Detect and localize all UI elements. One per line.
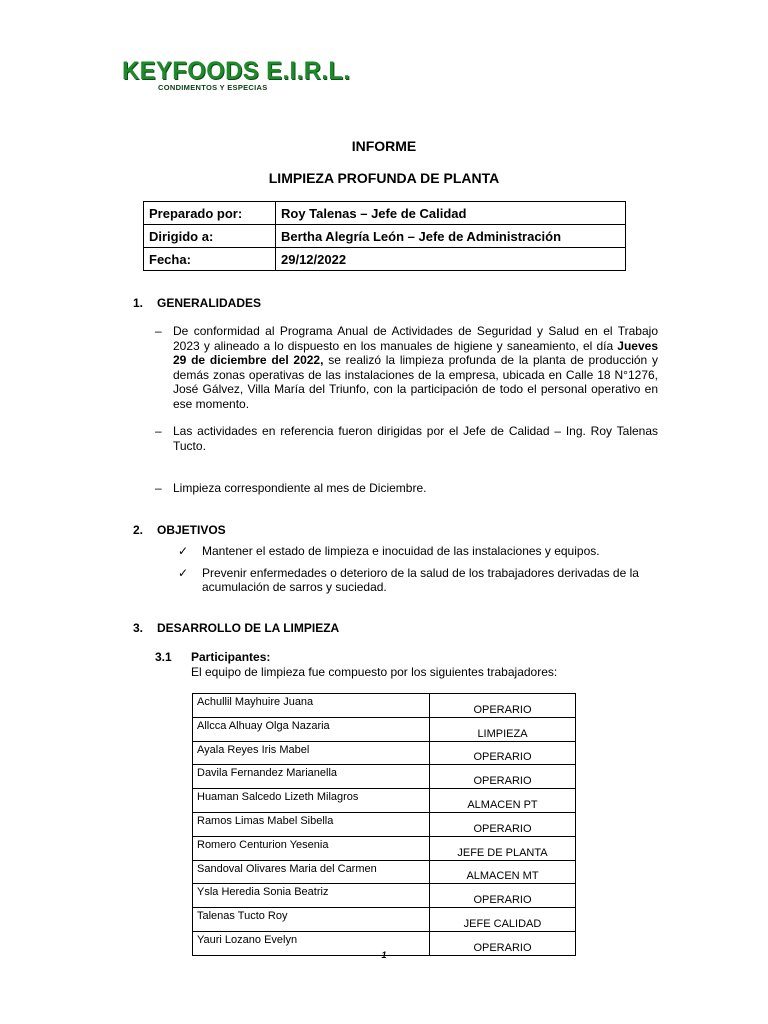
- table-row: [193, 812, 576, 836]
- table-row: [193, 741, 576, 765]
- info-row-prepared: [144, 202, 626, 225]
- participant-name: Allcca Alhuay Olga Nazaria: [193, 717, 430, 741]
- section-title: OBJETIVOS: [157, 523, 226, 537]
- document-subtitle: LIMPIEZA PROFUNDA DE PLANTA: [268, 170, 500, 186]
- info-value: Bertha Alegría León – Jefe de Administración: [276, 225, 626, 248]
- table-row: [193, 884, 576, 908]
- objective-item: [178, 544, 658, 558]
- participant-name: Romero Centurion Yesenia: [193, 836, 430, 860]
- table-row: [193, 694, 576, 718]
- participant-name: Davila Fernandez Marianella: [193, 765, 430, 789]
- paragraph-activities: [155, 424, 658, 453]
- subsection-number: 3.1: [155, 650, 172, 664]
- info-value: 29/12/2022: [276, 248, 626, 271]
- section-heading-generalidades: [133, 296, 261, 310]
- participant-role: OPERARIO: [430, 765, 576, 789]
- participant-role: OPERARIO: [430, 741, 576, 765]
- info-row-addressed: [144, 225, 626, 248]
- participant-role: JEFE CALIDAD: [430, 908, 576, 932]
- text-run-bold: Jueves 29 de diciembre del 2022,: [173, 338, 658, 367]
- table-row: [193, 765, 576, 789]
- objective-text: Prevenir enfermedades o deterioro de la salud de los trabajadores derivadas de la acumulación de sarros y suciedad.: [202, 566, 639, 594]
- paragraph-month: [155, 481, 658, 496]
- subsection-description: El equipo de limpieza fue compuesto por los siguientes trabajadores:: [191, 665, 558, 679]
- dash-bullet: –: [155, 324, 162, 338]
- logo-tagline: CONDIMENTOS Y ESPECIAS: [158, 83, 268, 92]
- table-row: [193, 908, 576, 932]
- section-number: 1.: [133, 296, 144, 310]
- participant-role: ALMACEN PT: [430, 789, 576, 813]
- dash-bullet: –: [155, 424, 162, 438]
- info-table: [143, 201, 626, 271]
- participant-name: Huaman Salcedo Lizeth Milagros: [193, 789, 430, 813]
- company-logo: [122, 58, 362, 92]
- paragraph-text: Limpieza correspondiente al mes de Diciembre.: [173, 481, 427, 495]
- document-title: INFORME: [351, 138, 417, 154]
- subsection-title: Participantes:: [191, 650, 271, 664]
- paragraph-text: Las actividades en referencia fueron dirigidas por el Jefe de Calidad – Ing. Roy Talenas Tucto.: [173, 424, 658, 453]
- section-heading-objetivos: [133, 523, 226, 537]
- info-value: Roy Talenas – Jefe de Calidad: [276, 202, 626, 225]
- participant-role: OPERARIO: [430, 694, 576, 718]
- participant-role: ALMACEN MT: [430, 860, 576, 884]
- section-title: GENERALIDADES: [157, 296, 262, 310]
- table-row: [193, 717, 576, 741]
- objective-item: [178, 566, 658, 594]
- table-row: [193, 860, 576, 884]
- logo-name: KEYFOODS E.I.R.L.: [122, 57, 351, 85]
- info-label: Preparado por:: [144, 202, 276, 225]
- section-number: 2.: [133, 523, 144, 537]
- participant-role: OPERARIO: [430, 931, 576, 955]
- participant-role: OPERARIO: [430, 812, 576, 836]
- participant-name: Yauri Lozano Evelyn: [193, 931, 430, 955]
- participant-name: Sandoval Olivares Maria del Carmen: [193, 860, 430, 884]
- participant-role: JEFE DE PLANTA: [430, 836, 576, 860]
- participant-name: Ysla Heredia Sonia Beatriz: [193, 884, 430, 908]
- info-row-date: [144, 248, 626, 271]
- text-run: se realizó la limpieza profunda de la planta de producción y demás zonas operativas de las instalaciones de la empresa, ubicada en Calle 18 N°1276, José Gálvez, Villa María del Triunfo, con la participación de todo el personal operativo en ese momento.: [173, 353, 658, 411]
- check-icon: ✓: [178, 544, 189, 558]
- info-label: Fecha:: [144, 248, 276, 271]
- table-row: [193, 836, 576, 860]
- participant-name: Ayala Reyes Iris Mabel: [193, 741, 430, 765]
- check-icon: ✓: [178, 566, 189, 580]
- table-row: [193, 789, 576, 813]
- text-run: De conformidad al Programa Anual de Actividades de Seguridad y Salud en el Trabajo 2023 y alineado a lo dispuesto en los manuales de higiene y saneamiento, el día: [173, 324, 658, 353]
- participants-table: [192, 693, 576, 956]
- section-title: DESARROLLO DE LA LIMPIEZA: [157, 621, 340, 635]
- info-label: Dirigido a:: [144, 225, 276, 248]
- paragraph-conformity: [155, 324, 658, 411]
- paragraph-text: [173, 324, 658, 411]
- section-heading-desarrollo: [133, 621, 339, 635]
- objective-text: Mantener el estado de limpieza e inocuidad de las instalaciones y equipos.: [202, 544, 600, 558]
- page-number: 1: [381, 950, 387, 960]
- participant-role: LIMPIEZA: [430, 717, 576, 741]
- dash-bullet: –: [155, 481, 162, 495]
- section-number: 3.: [133, 621, 144, 635]
- participant-name: Talenas Tucto Roy: [193, 908, 430, 932]
- participant-role: OPERARIO: [430, 884, 576, 908]
- participant-name: Achullil Mayhuire Juana: [193, 694, 430, 718]
- participant-name: Ramos Limas Mabel Sibella: [193, 812, 430, 836]
